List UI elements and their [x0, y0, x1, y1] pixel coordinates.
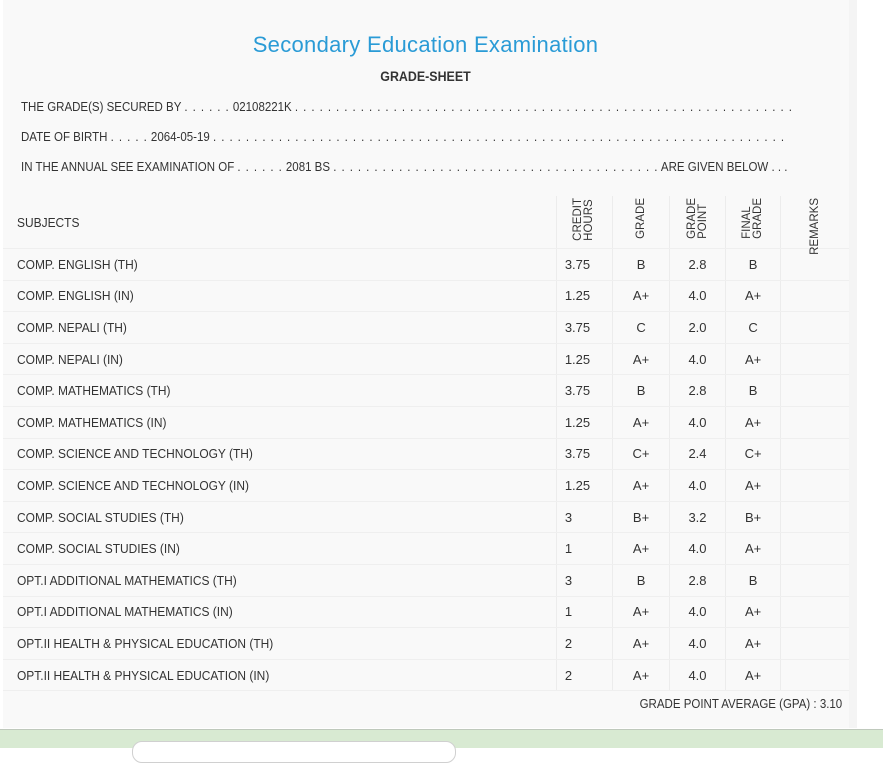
exam-label: IN THE ANNUAL SEE EXAMINATION OF: [21, 160, 235, 174]
remarks-cell: [781, 628, 849, 660]
final-grade-cell: A+: [725, 280, 781, 312]
grade-point-cell: 2.8: [670, 375, 726, 407]
credit-hours-cell: 3.75: [556, 438, 612, 470]
remarks-cell: [781, 280, 849, 312]
subject-cell: COMP. ENGLISH (IN): [3, 280, 556, 312]
table-header-row: [3, 196, 849, 249]
credit-hours-cell: 3.75: [556, 249, 612, 281]
table-row: [3, 343, 849, 375]
grade-point-cell: 4.0: [670, 343, 726, 375]
grade-cell: B+: [612, 501, 669, 533]
secured-by-label: THE GRADE(S) SECURED BY: [21, 100, 182, 114]
grade-sheet-heading: GRADE-SHEET: [380, 69, 471, 84]
table-row: [3, 280, 849, 312]
remarks-header: REMARKS: [781, 196, 849, 249]
final-grade-cell: B: [725, 564, 781, 596]
grade-point-cell: 4.0: [670, 596, 726, 628]
symbol-number: 02108221K: [232, 100, 292, 114]
final-grade-cell: A+: [725, 343, 781, 375]
grade-header: GRADE: [612, 196, 669, 249]
credit-hours-cell: 1.25: [556, 470, 612, 502]
remarks-cell: [781, 501, 849, 533]
final-grade-cell: A+: [725, 533, 781, 565]
remarks-cell: [781, 564, 849, 596]
credit-hours-cell: 3.75: [556, 375, 612, 407]
final-grade-cell: B: [725, 249, 781, 281]
remarks-cell: [781, 343, 849, 375]
credit-hours-cell: 1.25: [556, 343, 612, 375]
table-row: [3, 406, 849, 438]
grade-cell: A+: [612, 343, 669, 375]
subject-cell: OPT.II HEALTH & PHYSICAL EDUCATION (IN): [3, 659, 556, 691]
final-grade-header: FINAL GRADE: [725, 196, 781, 249]
remarks-cell: [781, 470, 849, 502]
table-row: [3, 375, 849, 407]
dob-value: 2064-05-19: [150, 130, 210, 144]
grade-point-cell: 4.0: [670, 628, 726, 660]
subject-cell: COMP. NEPALI (IN): [3, 343, 556, 375]
exam-suffix: ARE GIVEN BELOW . . .: [660, 160, 788, 174]
exam-line: IN THE ANNUAL SEE EXAMINATION OF . . . . . . 2081 BS . . . . . . . . . . . . . . . . . . . . . . . . . . . . . . . . . . . . . . . . ARE GIVEN BELOW . . .: [21, 160, 788, 174]
final-grade-cell: A+: [725, 406, 781, 438]
footer-input[interactable]: [132, 741, 456, 763]
credit-hours-cell: 1: [556, 596, 612, 628]
final-grade-cell: C: [725, 312, 781, 344]
final-grade-cell: A+: [725, 596, 781, 628]
subject-cell: OPT.I ADDITIONAL MATHEMATICS (IN): [3, 596, 556, 628]
grade-cell: A+: [612, 659, 669, 691]
credit-hours-cell: 3: [556, 564, 612, 596]
grade-cell: B: [612, 564, 669, 596]
subject-cell: COMP. MATHEMATICS (TH): [3, 375, 556, 407]
grade-cell: A+: [612, 533, 669, 565]
dob-label: DATE OF BIRTH: [21, 130, 108, 144]
final-grade-cell: C+: [725, 438, 781, 470]
table-row: [3, 312, 849, 344]
gpa-summary: GRADE POINT AVERAGE (GPA) : 3.10: [639, 697, 842, 711]
subjects-header: SUBJECTS: [3, 196, 556, 249]
grade-cell: A+: [612, 596, 669, 628]
credit-hours-header: CREDIT HOURS: [556, 196, 612, 249]
final-grade-cell: A+: [725, 628, 781, 660]
subject-cell: COMP. NEPALI (TH): [3, 312, 556, 344]
subject-cell: COMP. ENGLISH (TH): [3, 249, 556, 281]
subject-cell: COMP. MATHEMATICS (IN): [3, 406, 556, 438]
table-row: [3, 438, 849, 470]
final-grade-cell: B: [725, 375, 781, 407]
grade-cell: A+: [612, 280, 669, 312]
grade-point-cell: 2.8: [670, 249, 726, 281]
subject-cell: OPT.I ADDITIONAL MATHEMATICS (TH): [3, 564, 556, 596]
grade-point-header: GRADE POINT: [670, 196, 726, 249]
grade-point-cell: 4.0: [670, 470, 726, 502]
remarks-cell: [781, 438, 849, 470]
subject-cell: COMP. SOCIAL STUDIES (TH): [3, 501, 556, 533]
credit-hours-cell: 1: [556, 533, 612, 565]
grade-cell: C: [612, 312, 669, 344]
remarks-cell: [781, 659, 849, 691]
remarks-cell: [781, 406, 849, 438]
table-row: [3, 628, 849, 660]
grade-point-cell: 3.2: [670, 501, 726, 533]
table-row: [3, 596, 849, 628]
grade-point-cell: 4.0: [670, 659, 726, 691]
subject-cell: COMP. SCIENCE AND TECHNOLOGY (TH): [3, 438, 556, 470]
secured-by-line: THE GRADE(S) SECURED BY . . . . . . 02108221K . . . . . . . . . . . . . . . . . . . . . . . . . . . . . . . . . . . . . . . . . . . . . . . . . . . . . . . . . . . . .: [21, 100, 793, 114]
remarks-cell: [781, 375, 849, 407]
grade-cell: B: [612, 249, 669, 281]
final-grade-cell: A+: [725, 470, 781, 502]
page-edge: [849, 0, 857, 728]
table-row: [3, 501, 849, 533]
credit-hours-cell: 3.75: [556, 312, 612, 344]
credit-hours-cell: 2: [556, 628, 612, 660]
credit-hours-cell: 3: [556, 501, 612, 533]
grade-point-cell: 2.8: [670, 564, 726, 596]
exam-title: Secondary Education Examination: [252, 32, 599, 57]
remarks-cell: [781, 312, 849, 344]
grade-cell: B: [612, 375, 669, 407]
grade-cell: A+: [612, 406, 669, 438]
grades-table: [3, 196, 849, 691]
table-row: [3, 470, 849, 502]
table-row: [3, 659, 849, 691]
remarks-cell: [781, 596, 849, 628]
final-grade-cell: B+: [725, 501, 781, 533]
grade-cell: A+: [612, 628, 669, 660]
final-grade-cell: A+: [725, 659, 781, 691]
credit-hours-cell: 1.25: [556, 406, 612, 438]
dob-line: DATE OF BIRTH . . . . . 2064-05-19 . . . . . . . . . . . . . . . . . . . . . . . . . . . . . . . . . . . . . . . . . . . . . . . . . . . . . . . . . . . . . . . . . . . . . .: [21, 130, 785, 144]
grade-cell: A+: [612, 470, 669, 502]
grade-point-cell: 2.0: [670, 312, 726, 344]
table-row: [3, 249, 849, 281]
grade-point-cell: 4.0: [670, 406, 726, 438]
subject-cell: COMP. SCIENCE AND TECHNOLOGY (IN): [3, 470, 556, 502]
grade-point-cell: 4.0: [670, 533, 726, 565]
grade-point-cell: 2.4: [670, 438, 726, 470]
grade-point-cell: 4.0: [670, 280, 726, 312]
credit-hours-cell: 2: [556, 659, 612, 691]
subject-cell: COMP. SOCIAL STUDIES (IN): [3, 533, 556, 565]
exam-year: 2081 BS: [285, 160, 331, 174]
subject-cell: OPT.II HEALTH & PHYSICAL EDUCATION (TH): [3, 628, 556, 660]
credit-hours-cell: 1.25: [556, 280, 612, 312]
table-row: [3, 533, 849, 565]
remarks-cell: [781, 533, 849, 565]
grade-cell: C+: [612, 438, 669, 470]
table-row: [3, 564, 849, 596]
